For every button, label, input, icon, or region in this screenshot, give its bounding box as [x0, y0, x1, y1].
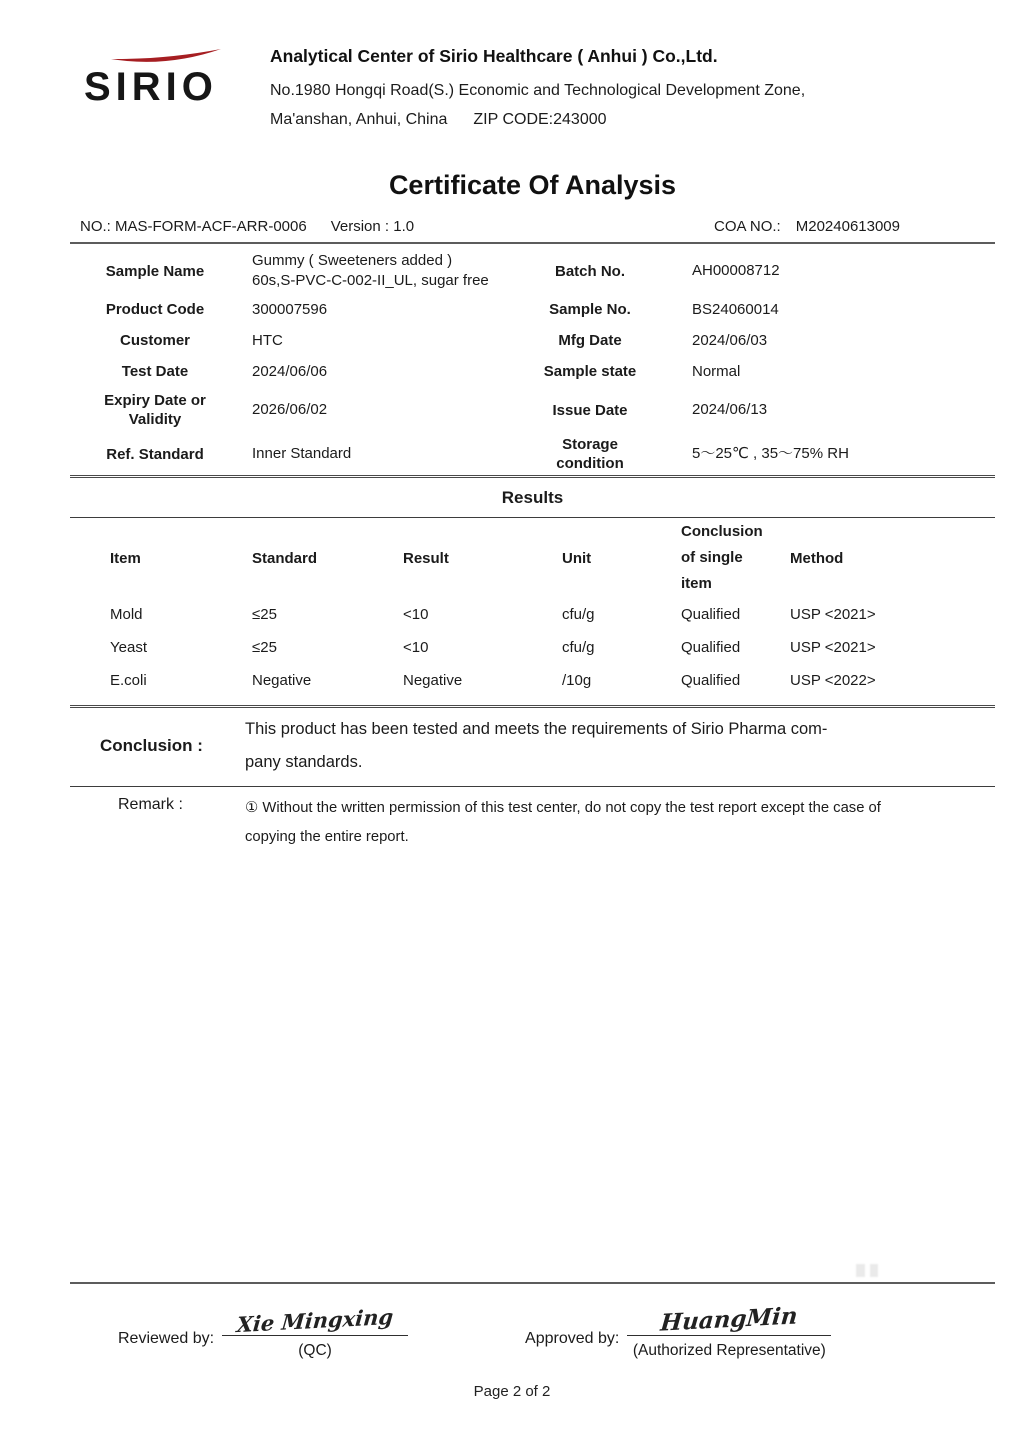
storage-condition-label: Storage condition: [556, 436, 624, 472]
form-version: Version : 1.0: [330, 218, 415, 235]
issue-date-label: Issue Date: [552, 401, 628, 419]
results-section-title: Results: [501, 488, 564, 507]
conclusion-cell: Qualified: [681, 672, 741, 689]
result-cell: <10: [403, 639, 429, 656]
sample-state-value: Normal: [692, 362, 741, 380]
result-cell: <10: [403, 606, 429, 623]
table-row: [70, 387, 995, 433]
item-cell: E.coli: [110, 672, 147, 689]
table-row: [70, 631, 995, 664]
reviewed-signature: Xie Mingxing: [235, 1303, 395, 1338]
col-header-item: Item: [110, 549, 141, 567]
method-cell: USP <2021>: [790, 606, 876, 623]
document-meta: [70, 218, 995, 235]
company-city: Ma'anshan, Anhui, China: [270, 111, 448, 128]
col-header-conclusion: Conclusion of single item: [681, 523, 763, 592]
table-row: [70, 664, 995, 697]
sirio-logo-text: SIRIO: [84, 65, 218, 109]
approved-by-label: Approved by:: [525, 1330, 620, 1347]
table-row: [70, 325, 995, 356]
conclusion-cell: Qualified: [681, 606, 741, 623]
document-title: Certificate Of Analysis: [388, 170, 677, 200]
sample-no-label: Sample No.: [549, 301, 631, 318]
coa-number-value: M20240613009: [795, 218, 900, 235]
ref-standard-label: Ref. Standard: [106, 445, 204, 463]
reviewed-by-block: [118, 1303, 408, 1360]
sample-state-label: Sample state: [543, 363, 637, 380]
product-code-value: 300007596: [252, 300, 328, 318]
results-table-body: [70, 598, 995, 705]
sirio-logo-arc-icon: [110, 46, 222, 66]
coa-number: [714, 218, 900, 235]
results-header-row: [70, 518, 995, 598]
faint-stamp-artifact: [856, 1264, 886, 1277]
approved-by-block: [525, 1302, 831, 1360]
conclusion-text: This product has been tested and meets the requirements of Sirio Pharma com- pany standards.: [245, 720, 828, 771]
approved-signature-line: [627, 1302, 831, 1337]
batch-no-label: Batch No.: [554, 262, 625, 280]
reviewed-signature-line: [222, 1303, 408, 1338]
test-date-value: 2024/06/06: [252, 362, 328, 380]
col-header-method: Method: [790, 549, 844, 567]
ref-standard-value: Inner Standard: [252, 445, 352, 462]
item-cell: Yeast: [110, 639, 147, 656]
reviewed-by-label: Reviewed by:: [118, 1330, 215, 1347]
sample-name-value: Gummy ( Sweeteners added ) 60s,S-PVC-C-002-II_UL, sugar free: [252, 252, 489, 289]
form-number: NO.: MAS-FORM-ACF-ARR-0006: [80, 218, 307, 235]
table-row: [70, 248, 995, 294]
customer-value: HTC: [252, 331, 283, 349]
coa-number-label: COA NO.:: [714, 218, 781, 235]
batch-no-value: AH00008712: [692, 262, 780, 279]
issue-date-value: 2024/06/13: [692, 401, 768, 418]
item-cell: Mold: [110, 606, 143, 623]
blank-area: [70, 851, 995, 1275]
col-header-standard: Standard: [252, 549, 318, 567]
unit-cell: /10g: [562, 672, 592, 689]
unit-cell: cfu/g: [562, 639, 595, 656]
conclusion-section: [70, 708, 995, 786]
standard-cell: ≤25: [252, 639, 277, 656]
method-cell: USP <2022>: [790, 672, 876, 689]
sample-name-label: Sample Name: [105, 262, 205, 280]
sample-info-table: [70, 244, 995, 475]
expiry-date-value: 2026/06/02: [252, 401, 328, 418]
signoff-section: [70, 1302, 995, 1360]
divider-signature-top: [70, 1282, 995, 1284]
customer-label: Customer: [119, 332, 190, 349]
standard-cell: Negative: [252, 672, 312, 689]
approved-signature: HuangMin: [659, 1302, 799, 1337]
col-header-result: Result: [403, 549, 449, 567]
col-header-unit: Unit: [562, 549, 592, 567]
table-row: [70, 356, 995, 387]
mfg-date-label: Mfg Date: [558, 332, 622, 349]
company-info: [270, 42, 805, 134]
mfg-date-value: 2024/06/03: [692, 331, 768, 349]
result-cell: Negative: [403, 672, 463, 689]
remark-text: ① Without the written permission of this test center, do not copy the test report except the case of copying the entire report.: [245, 800, 881, 845]
test-date-label: Test Date: [121, 363, 189, 380]
page-number: Page 2 of 2: [473, 1383, 551, 1400]
company-address-line2: [270, 105, 805, 134]
divider-info-bottom: [70, 475, 995, 478]
reviewed-role: (QC): [298, 1342, 332, 1359]
table-row: [70, 433, 995, 475]
approved-role: (Authorized Representative): [632, 1342, 826, 1359]
company-name: Analytical Center of Sirio Healthcare ( Anhui ) Co.,Ltd.: [270, 46, 718, 66]
remark-label: Remark :: [118, 796, 183, 813]
table-row: [70, 294, 995, 325]
remark-section: [70, 787, 995, 851]
conclusion-label: Conclusion :: [100, 736, 203, 755]
letterhead: [70, 42, 995, 134]
sirio-logo: [84, 42, 244, 107]
storage-condition-value: 5～25℃ , 35～75% RH: [692, 445, 849, 462]
product-code-label: Product Code: [105, 301, 205, 318]
unit-cell: cfu/g: [562, 606, 595, 623]
expiry-date-label: Expiry Date or Validity: [104, 392, 206, 428]
table-row: [70, 598, 995, 631]
method-cell: USP <2021>: [790, 639, 876, 656]
company-zip: ZIP CODE:243000: [473, 111, 607, 128]
conclusion-cell: Qualified: [681, 639, 741, 656]
standard-cell: ≤25: [252, 606, 277, 623]
company-address-line1: No.1980 Hongqi Road(S.) Economic and Technological Development Zone,: [270, 82, 806, 99]
sample-no-value: BS24060014: [692, 300, 779, 318]
